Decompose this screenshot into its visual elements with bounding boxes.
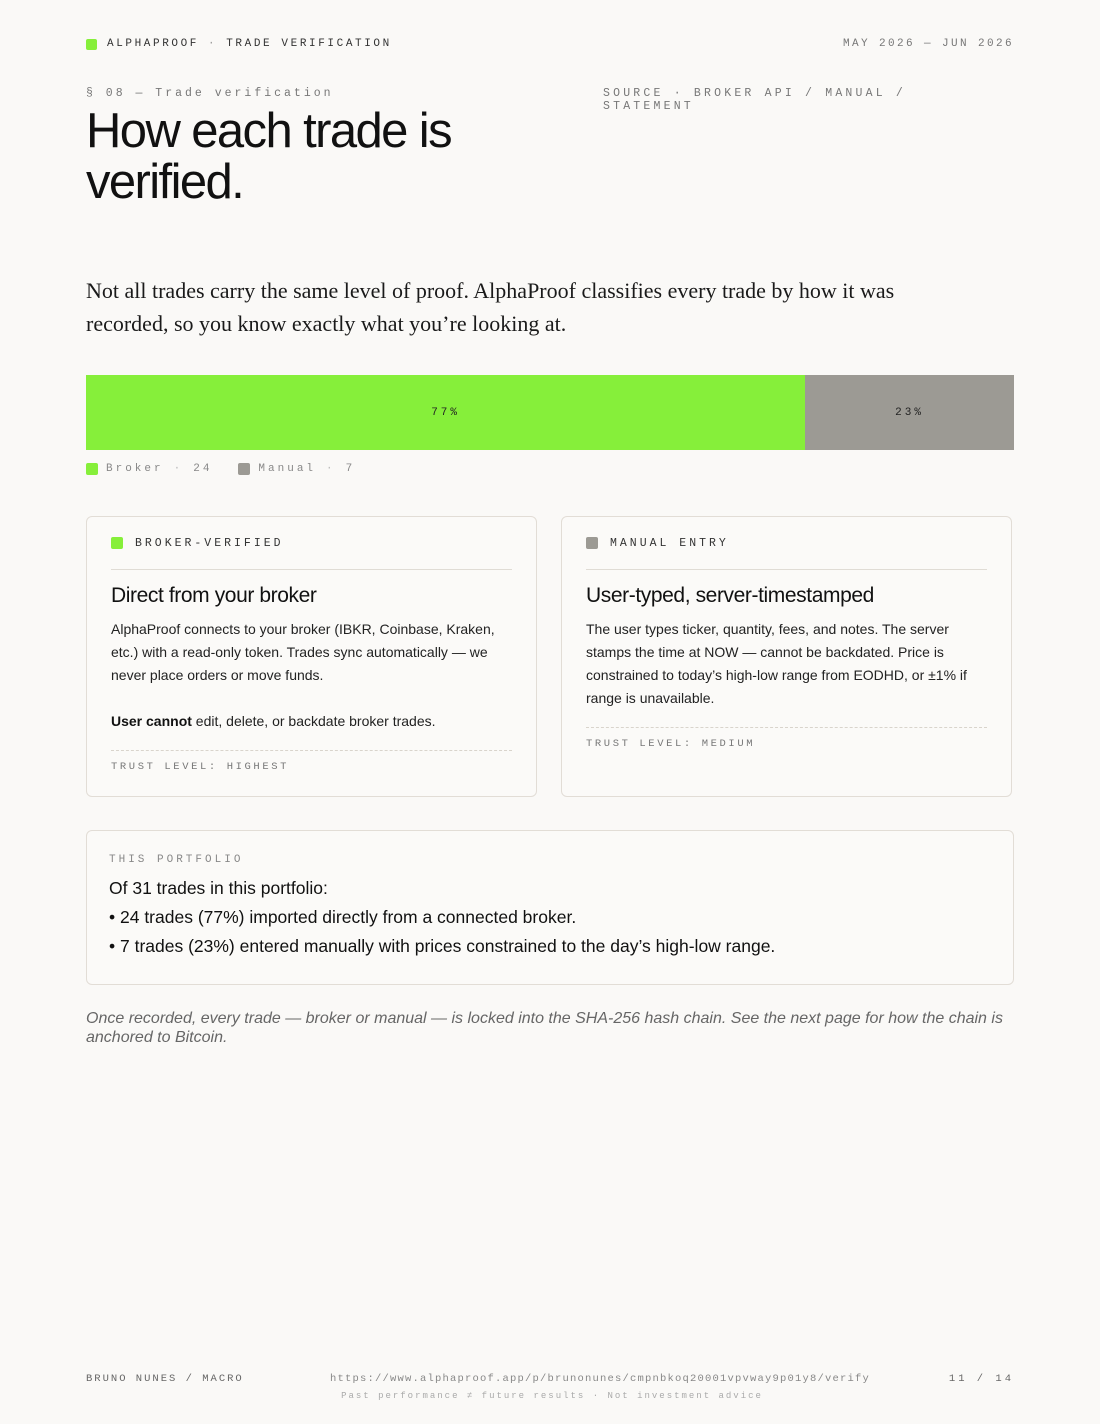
broker-verified-card: [86, 516, 537, 797]
legend-manual-name: Manual: [258, 463, 317, 475]
source-label: SOURCE · BROKER API / MANUAL / STATEMENT: [603, 87, 907, 113]
legend-broker-count: 24: [193, 463, 213, 475]
broker-segment-label: 77%: [431, 406, 460, 419]
card-note-strong: User cannot: [111, 713, 192, 729]
footer-center: [250, 1373, 950, 1401]
card-note-rest: edit, delete, or backdate broker trades.: [191, 713, 436, 729]
brand-name: ALPHAPROOF: [107, 38, 200, 50]
portfolio-summary: [86, 830, 1014, 985]
page-header: [86, 37, 1014, 51]
card-body: AlphaProof connects to your broker (IBKR, Coinbase, Kraken, etc.) with a read-only token. Trades sync automatically — we never place orders or move funds.: [111, 621, 495, 683]
card-note: [111, 710, 512, 733]
manual-swatch-icon: [238, 463, 250, 475]
page-title: How each trade is verified.: [86, 104, 451, 209]
card-tag: MANUAL ENTRY: [610, 536, 729, 550]
legend-separator: ·: [173, 463, 184, 475]
trust-level: TRUST LEVEL: MEDIUM: [586, 727, 987, 750]
manual-swatch-icon: [586, 537, 598, 549]
report-period: MAY 2026 — JUN 2026: [842, 38, 1014, 50]
list-item: • 24 trades (77%) imported directly from a connected broker.: [109, 907, 577, 927]
verification-split-bar: [86, 375, 1014, 450]
manual-segment-label: 23%: [895, 406, 924, 419]
list-item: • 7 trades (23%) entered manually with prices constrained to the day’s high-low range.: [109, 936, 776, 956]
portfolio-lead: Of 31 trades in this portfolio:: [109, 878, 328, 898]
footnote: Once recorded, every trade — broker or manual — is locked into the SHA-256 hash chain. See the next page for how the chain is anchored to Bitcoin.: [86, 1010, 1003, 1046]
broker-swatch-icon: [111, 537, 123, 549]
disclaimer: Past performance ≠ future results · Not investment advice: [341, 1391, 763, 1401]
brand-lockup: [86, 38, 392, 50]
legend-broker-name: Broker: [106, 463, 164, 475]
broker-segment: [86, 375, 805, 450]
verify-link[interactable]: https://www.alphaproof.app/p/brunonunes/cmpnbkoq20001vpvway9p01y8/verify: [329, 1373, 871, 1385]
intro-paragraph: Not all trades carry the same level of proof. AlphaProof classifies every trade by how it was recorded, so you know exactly what you’re looking at.: [86, 278, 895, 336]
brand-separator: ·: [208, 38, 218, 50]
card-tag: BROKER-VERIFIED: [135, 536, 284, 550]
manual-entry-card: [561, 516, 1012, 797]
legend-item-broker: [86, 463, 212, 475]
card-header: [586, 517, 987, 570]
card-title: Direct from your broker: [111, 584, 317, 607]
broker-swatch-icon: [86, 463, 98, 475]
legend-separator: ·: [326, 463, 336, 475]
brand-mark-icon: [86, 39, 97, 50]
legend-manual-count: 7: [345, 463, 356, 475]
card-title: User-typed, server-timestamped: [586, 584, 874, 607]
portfolio-label: THIS PORTFOLIO: [109, 854, 244, 866]
portfolio-list: [109, 903, 991, 961]
section-label: § 08 — Trade verification: [86, 87, 334, 100]
legend-item-manual: [238, 463, 355, 475]
card-header: [111, 517, 512, 570]
trust-level: TRUST LEVEL: HIGHEST: [111, 750, 512, 773]
card-body: The user types ticker, quantity, fees, and notes. The server stamps the time at NOW — cannot be backdated. Price is constrained to today’s high-low range from EODHD, or ±1% if range is unavailable.: [586, 621, 967, 706]
manual-segment: [805, 375, 1014, 450]
document-name: TRADE VERIFICATION: [226, 38, 392, 50]
page-number: 11 / 14: [948, 1373, 1014, 1385]
footer-author: BRUNO NUNES / MACRO: [86, 1373, 244, 1385]
split-legend: [86, 463, 381, 475]
